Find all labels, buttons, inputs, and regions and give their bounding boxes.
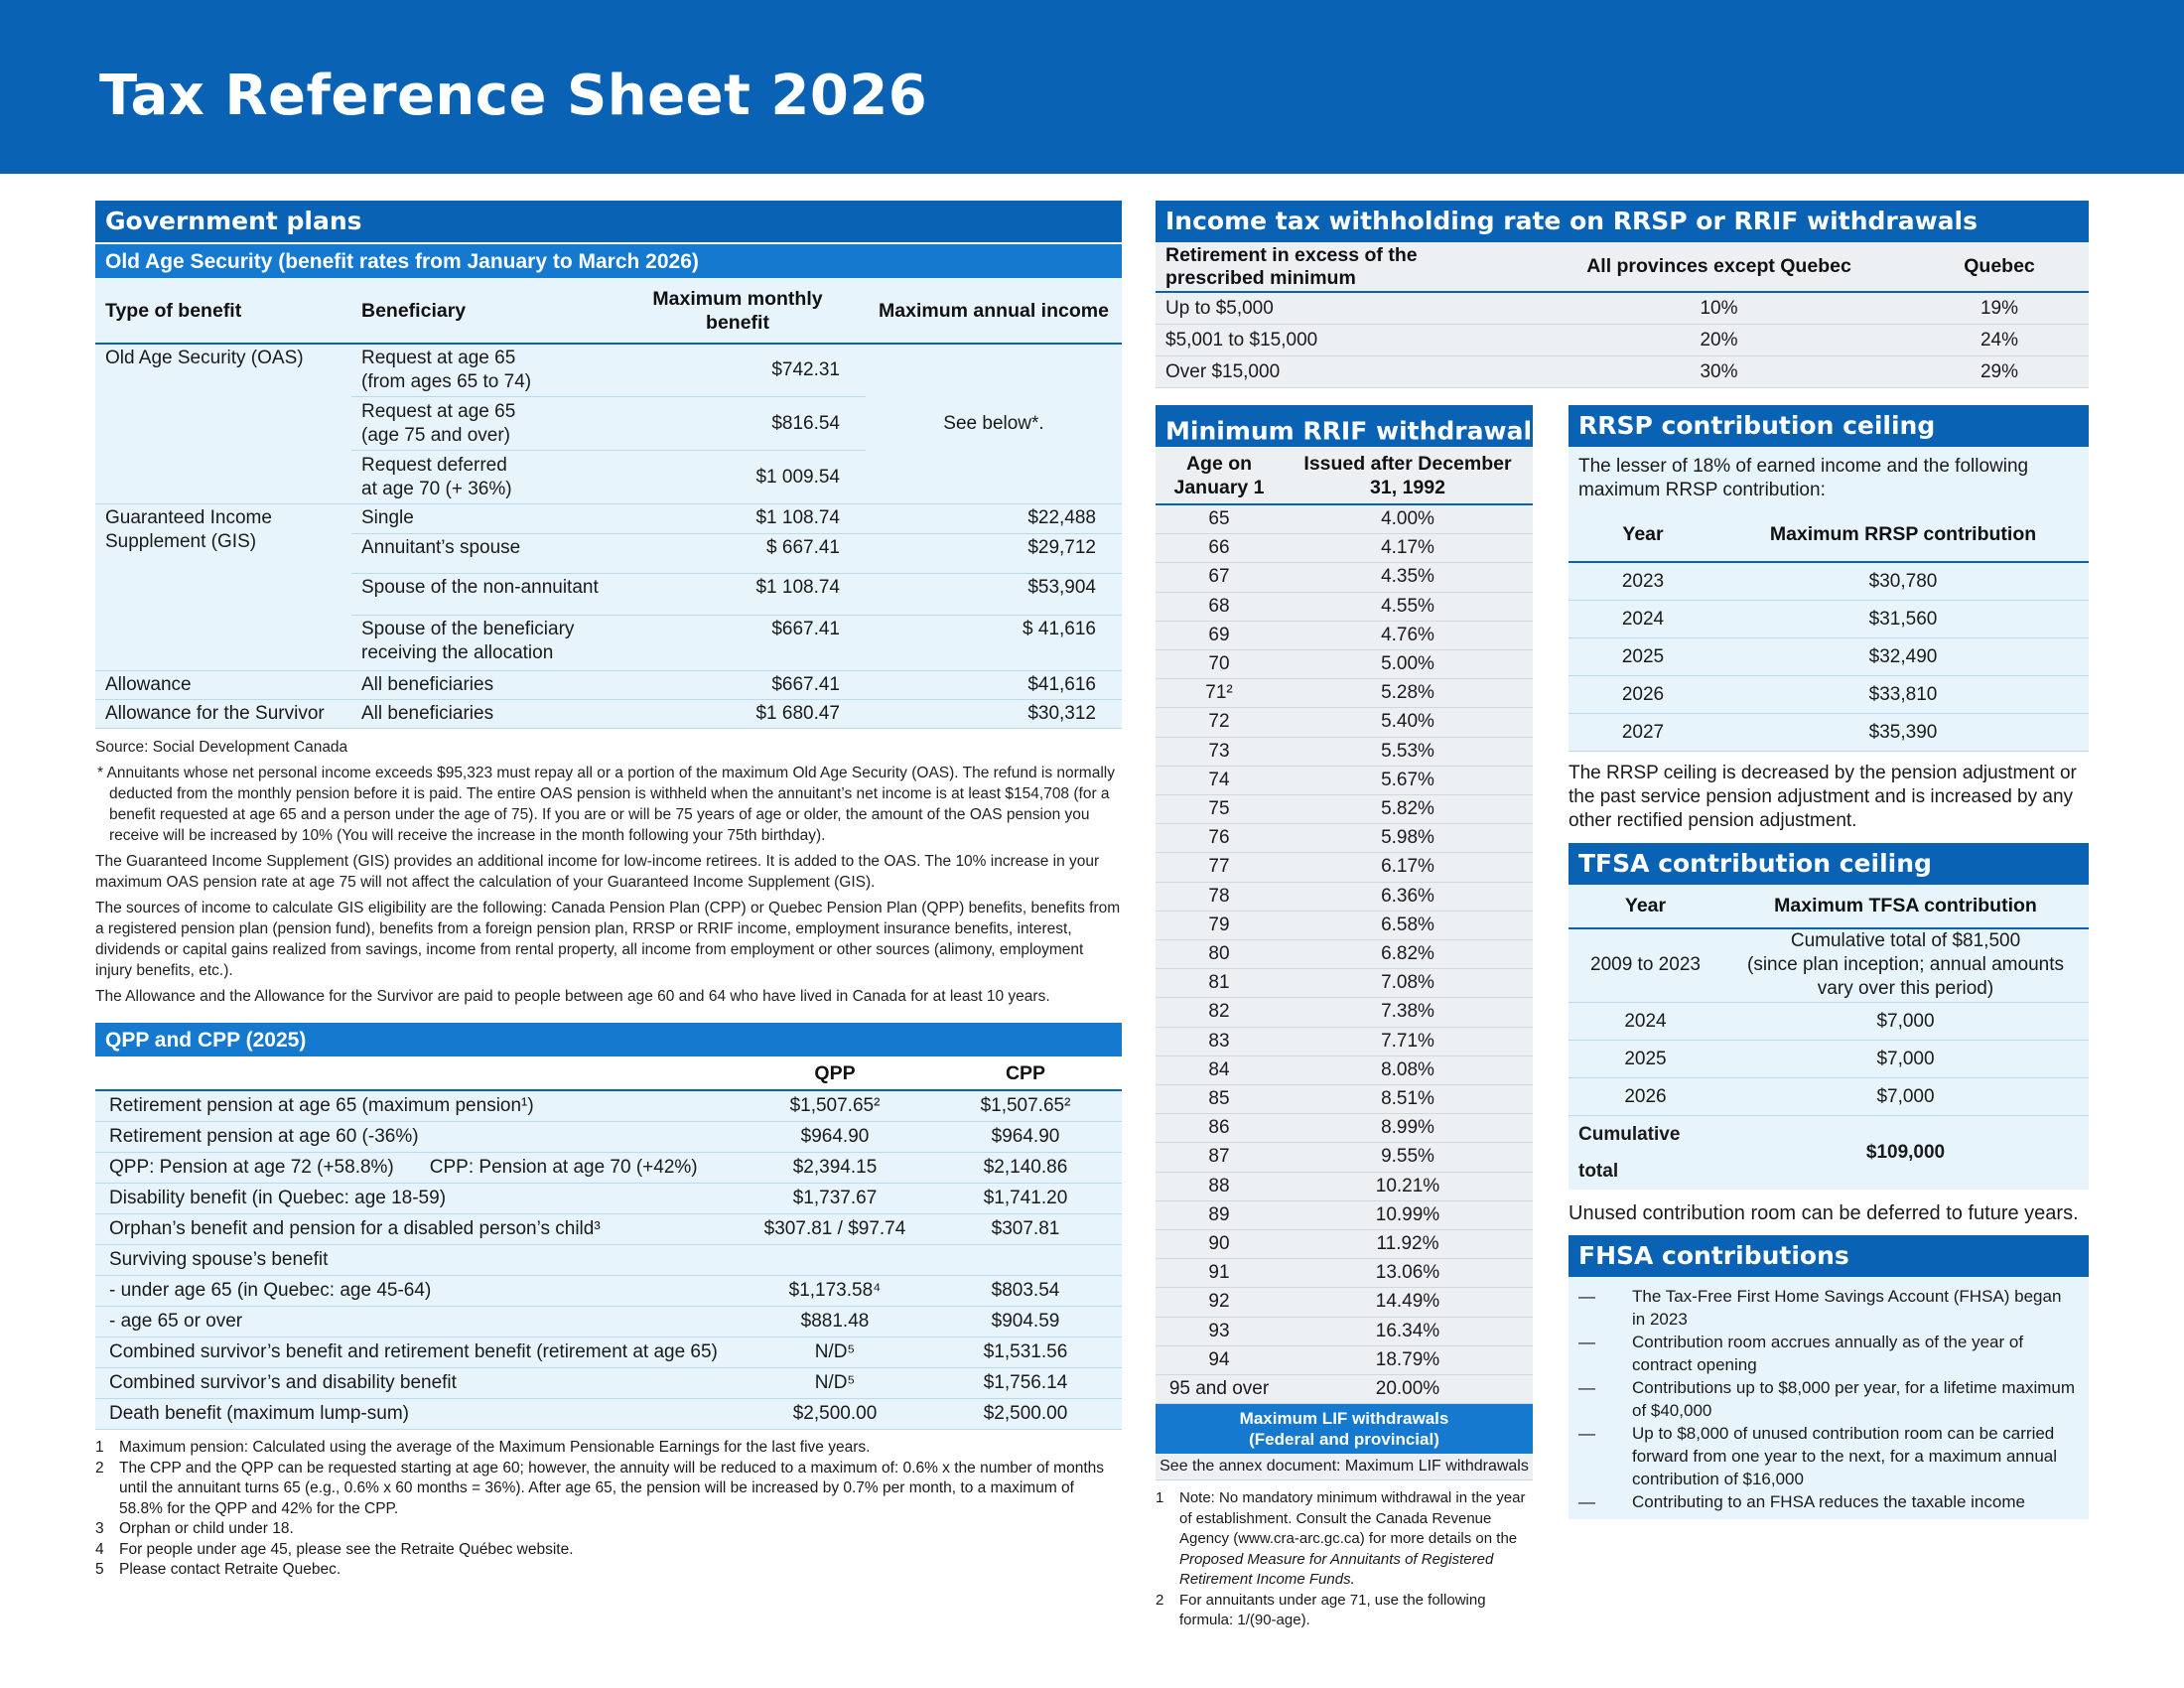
qpp-footnote: 1 Maximum pension: Calculated using the average of the Maximum Pensionable Earnings for the last five years. [95,1439,871,1456]
table-row: Combined survivor’s and disability benefit N/D⁵ $1,756.14 [95,1368,1122,1399]
fhsa-title: FHSA contributions [1569,1235,2089,1277]
table-row: Up to $5,000 10% 19% [1156,292,2089,325]
table-row: 89 10.99% [1156,1200,1533,1229]
page-title: Tax Reference Sheet 2026 [99,64,928,128]
table-row: Spouse of the non-annuitant $1 108.74 $53,904 [95,574,1122,616]
list-item: — Up to $8,000 of unused contribution room can be carried forward from one year to the next, for a maximum annual contribution of $16,000 [1578,1423,2058,1488]
table-row: 2024 $7,000 [1569,1002,2089,1040]
qpp-footnote: 5 Please contact Retraite Quebec. [95,1561,341,1578]
table-row: 66 4.17% [1156,534,1533,563]
dash-bullet: — [1578,1332,1595,1351]
withholding-section [1156,201,2089,388]
col-quebec: Quebec [1910,242,2089,292]
col-tfsa-max: Maximum TFSA contribution [1722,885,2089,928]
income-sources-note: The sources of income to calculate GIS eligibility are the following: Canada Pension Plan (CPP) or Quebec Pension Plan (QPP) benefits, benefits from a registered pension plan (pension fund), benefits from a foreign pension plan, RRSP or RRIF income, employment insurance benefits, interest, dividends or capital gains realized from savings, income from rental property, all income from employment or other sources (alimony, employment injury benefits, etc.). [95,900,1121,979]
table-row: 78 6.36% [1156,882,1533,911]
table-row: 2026 $7,000 [1569,1077,2089,1115]
table-row: Request at age 65 (age 75 and over) $816.54 [95,397,1122,451]
benefit-type: Guaranteed Income Supplement (GIS) [95,504,351,671]
lif-title: Maximum LIF withdrawals (Federal and provincial) [1156,1404,1533,1454]
table-row: 74 5.67% [1156,766,1533,794]
table-row: 65 4.00% [1156,504,1533,534]
tfsa-table [1569,885,2089,1190]
table-row: Retirement pension at age 65 (maximum pension¹) $1,507.65² $1,507.65² [95,1090,1122,1122]
table-row: 71² 5.28% [1156,679,1533,708]
table-row: 70 5.00% [1156,650,1533,679]
dash-bullet: — [1578,1423,1595,1443]
table-row: 2025 $7,000 [1569,1040,2089,1077]
source-note: Source: Social Development Canada [95,739,348,756]
col-all-provinces: All provinces except Quebec [1528,242,1910,292]
table-header-row [1156,242,2089,292]
qpp-table [95,1056,1122,1430]
table-row: 68 4.55% [1156,592,1533,621]
dash-bullet: — [1578,1286,1595,1306]
table-row: Allowance for the Survivor All beneficiaries $1 680.47 $30,312 [95,700,1122,729]
table-row: 2027 $35,390 [1569,714,2089,752]
col-beneficiary: Beneficiary [351,278,610,344]
rrsp-table [1569,508,2089,752]
col-annual: Maximum annual income [866,278,1122,344]
rrif-title: Minimum RRIF withdrawals$^1$ [1156,405,1533,447]
star-note: * Annuitants whose net personal income exceeds $95,323 must repay all or a portion of the maximum Old Age Security (OAS). The refund is normally deducted from the monthly pension before it is paid. The entire OAS pension is withheld when the annuitant’s net income is at least $154,708 (for a benefit requested at age 65 and a person under the age of 75). If you are or will be 75 years of age or older, the amount of the OAS pension you receive will be increased by 10% (You will receive the increase in the month following your 75th birthday). [97,765,1115,844]
col-year: Year [1569,885,1722,928]
rrsp-title: RRSP contribution ceiling [1569,405,2089,447]
rrif-footnote-2: For annuitants under age 71, use the following formula: 1/(90-age). [1179,1591,1486,1629]
col-qpp: QPP [741,1056,929,1090]
table-row: 93 16.34% [1156,1317,1533,1345]
oas-title: Old Age Security (benefit rates from January to March 2026) [95,242,1122,278]
table-row: 76 5.98% [1156,824,1533,853]
col-rrsp-max: Maximum RRSP contribution [1717,508,2089,562]
fhsa-list [1569,1277,2089,1519]
table-row: 83 7.71% [1156,1027,1533,1055]
qpp-footnote: 4 For people under age 45, please see the Retraite Québec website. [95,1540,574,1558]
list-item: — Contributions up to $8,000 per year, for a lifetime maximum of $40,000 [1578,1377,2075,1420]
table-row: 75 5.82% [1156,795,1533,824]
table-row: 2023 $30,780 [1569,562,2089,601]
table-row: 69 4.76% [1156,621,1533,649]
table-row: 2025 $32,490 [1569,638,2089,676]
table-row: Annuitant’s spouse $ 667.41 $29,712 [95,534,1122,574]
table-row: 81 7.08% [1156,969,1533,998]
table-row: 90 11.92% [1156,1230,1533,1259]
rrsp-intro: The lesser of 18% of earned income and the following maximum RRSP contribution: [1569,447,2089,508]
table-row: 77 6.17% [1156,853,1533,882]
qpp-footnote: 2 The CPP and the QPP can be requested starting at age 60; however, the annuity will be reduced to a maximum of: 0.6% x the number of months until the annuitant turns 65 (e.g., 0.6% x 60 months = 36%). After age 65, the pension will be increased by 0.7% per month, to a maximum of 58.8% for the QPP and 42% for the CPP. [95,1459,1104,1517]
table-row: 72 5.40% [1156,708,1533,737]
government-plans-title: Government plans [95,201,1122,242]
table-row: Allowance All beneficiaries $667.41 $41,616 [95,671,1122,700]
qpp-title: QPP and CPP (2025) [95,1021,1122,1056]
oas-table [95,278,1122,729]
table-row: 2026 $33,810 [1569,676,2089,714]
list-item: — Contributing to an FHSA reduces the taxable income [1578,1491,2025,1511]
gis-note: The Guaranteed Income Supplement (GIS) provides an additional income for low-income retirees. It is added to the OAS. The 10% increase in your maximum OAS pension rate at age 75 will not affect the calculation of your Guaranteed Income Supplement (GIS). [95,853,1100,891]
lif-note: See the annex document: Maximum LIF withdrawals [1156,1454,1533,1480]
table-row: Spouse of the beneficiary receiving the allocation $667.41 $ 41,616 [95,616,1122,671]
qpp-footnotes [95,1438,1122,1581]
table-row: $5,001 to $15,000 20% 24% [1156,325,2089,356]
table-row: 84 8.08% [1156,1055,1533,1084]
table-row: 2009 to 2023 Cumulative total of $81,500 (since plan inception; annual amounts vary over this period) [1569,928,2089,1002]
rrsp-note: The RRSP ceiling is decreased by the pension adjustment or the past service pension adjustment and is increased by any other rectified pension adjustment. [1569,763,2077,831]
left-column [95,201,1122,1581]
rrif-table [1156,447,1533,1404]
table-header-row [95,278,1122,344]
table-row: Combined survivor’s benefit and retirement benefit (retirement at age 65) N/D⁵ $1,531.56 [95,1337,1122,1368]
table-row: 73 5.53% [1156,737,1533,766]
table-row: 91 13.06% [1156,1259,1533,1288]
qpp-footnote: 3 Orphan or child under 18. [95,1520,294,1537]
table-row: - age 65 or over $881.48 $904.59 [95,1307,1122,1337]
oas-annual: See below*. [866,344,1122,504]
table-header-row [1569,885,2089,928]
rrif-footnote-1: Note: No mandatory minimum withdrawal in the year of establishment. Consult the Canada Revenue Agency (www.cra-arc.gc.ca) for more details on the Proposed Measure for Annuitants of Registered Retirement Income Funds. [1179,1489,1526,1589]
tfsa-title: TFSA contribution ceiling [1569,843,2089,885]
right-column [1569,405,2089,1519]
table-row: - under age 65 (in Quebec: age 45-64) $1,173.58⁴ $803.54 [95,1276,1122,1307]
oas-notes [95,737,1122,1007]
table-row: Request deferred at age 70 (+ 36%) $1 009.54 [95,451,1122,504]
table-header-row [1569,508,2089,562]
table-row: Over $15,000 30% 29% [1156,356,2089,388]
col-range: Retirement in excess of the prescribed minimum [1156,242,1528,292]
col-year: Year [1569,508,1717,562]
table-row: QPP: Pension at age 72 (+58.8%) CPP: Pension at age 70 (+42%) $2,394.15 $2,140.86 [95,1153,1122,1184]
list-item: — Contribution room accrues annually as of the year of contract opening [1578,1332,2024,1374]
table-row: 80 6.82% [1156,940,1533,969]
table-row: 87 9.55% [1156,1143,1533,1172]
table-row: Guaranteed Income Supplement (GIS) Single $1 108.74 $22,488 [95,504,1122,534]
col-rate: Issued after December 31, 1992 [1283,447,1533,504]
table-row: 86 8.99% [1156,1114,1533,1143]
allowance-note: The Allowance and the Allowance for the Survivor are paid to people between age 60 and 64 who have lived in Canada for at least 10 years. [95,988,1050,1005]
table-row: Surviving spouse’s benefit [95,1245,1122,1276]
table-row: 85 8.51% [1156,1085,1533,1114]
rrif-footnotes: 1 Note: No mandatory minimum withdrawal in the year of establishment. Consult the Canada Revenue Agency (www.cra-arc.gc.ca) for more details on the Proposed Measure for Annuitants of Registered Retirement Income Funds. 2 For annuitants under age 71, use the following formula: 1/(90-age). [1156,1488,1533,1631]
dash-bullet: — [1578,1491,1595,1511]
benefit-type: Old Age Security (OAS) [95,344,351,504]
withholding-title: Income tax withholding rate on RRSP or RRIF withdrawals [1156,201,2089,242]
table-row: Disability benefit (in Quebec: age 18-59) $1,737.67 $1,741.20 [95,1184,1122,1214]
col-age: Age on January 1 [1156,447,1283,504]
table-row: Retirement pension at age 60 (-36%) $964.90 $964.90 [95,1122,1122,1153]
col-cpp: CPP [929,1056,1122,1090]
col-type: Type of benefit [95,278,351,344]
header-banner [0,0,2184,174]
list-item: — The Tax-Free First Home Savings Account (FHSA) began in 2023 [1578,1286,2062,1329]
withholding-table [1156,242,2089,388]
table-row: 82 7.38% [1156,998,1533,1027]
table-row: 92 14.49% [1156,1288,1533,1317]
table-row: 94 18.79% [1156,1345,1533,1374]
dash-bullet: — [1578,1377,1595,1397]
table-row: Death benefit (maximum lump-sum) $2,500.00 $2,500.00 [95,1399,1122,1430]
table-header-row [1156,447,1533,504]
table-row: Old Age Security (OAS) Request at age 65 (from ages 65 to 74) $742.31 See below*. [95,344,1122,397]
table-row: 79 6.58% [1156,911,1533,939]
table-row: 88 10.21% [1156,1172,1533,1200]
table-row: 2024 $31,560 [1569,601,2089,638]
tfsa-total-row: Cumulative total $109,000 [1569,1115,2089,1190]
rrif-section [1156,405,1557,1631]
table-row: 67 4.35% [1156,563,1533,592]
table-header-row [95,1056,1122,1090]
table-row: 95 and over 20.00% [1156,1375,1533,1404]
tfsa-note: Unused contribution room can be deferred to future years. [1569,1201,2079,1224]
table-row: Orphan’s benefit and pension for a disabled person’s child³ $307.81 / $97.74 $307.81 [95,1214,1122,1245]
col-monthly: Maximum monthly benefit [610,278,866,344]
